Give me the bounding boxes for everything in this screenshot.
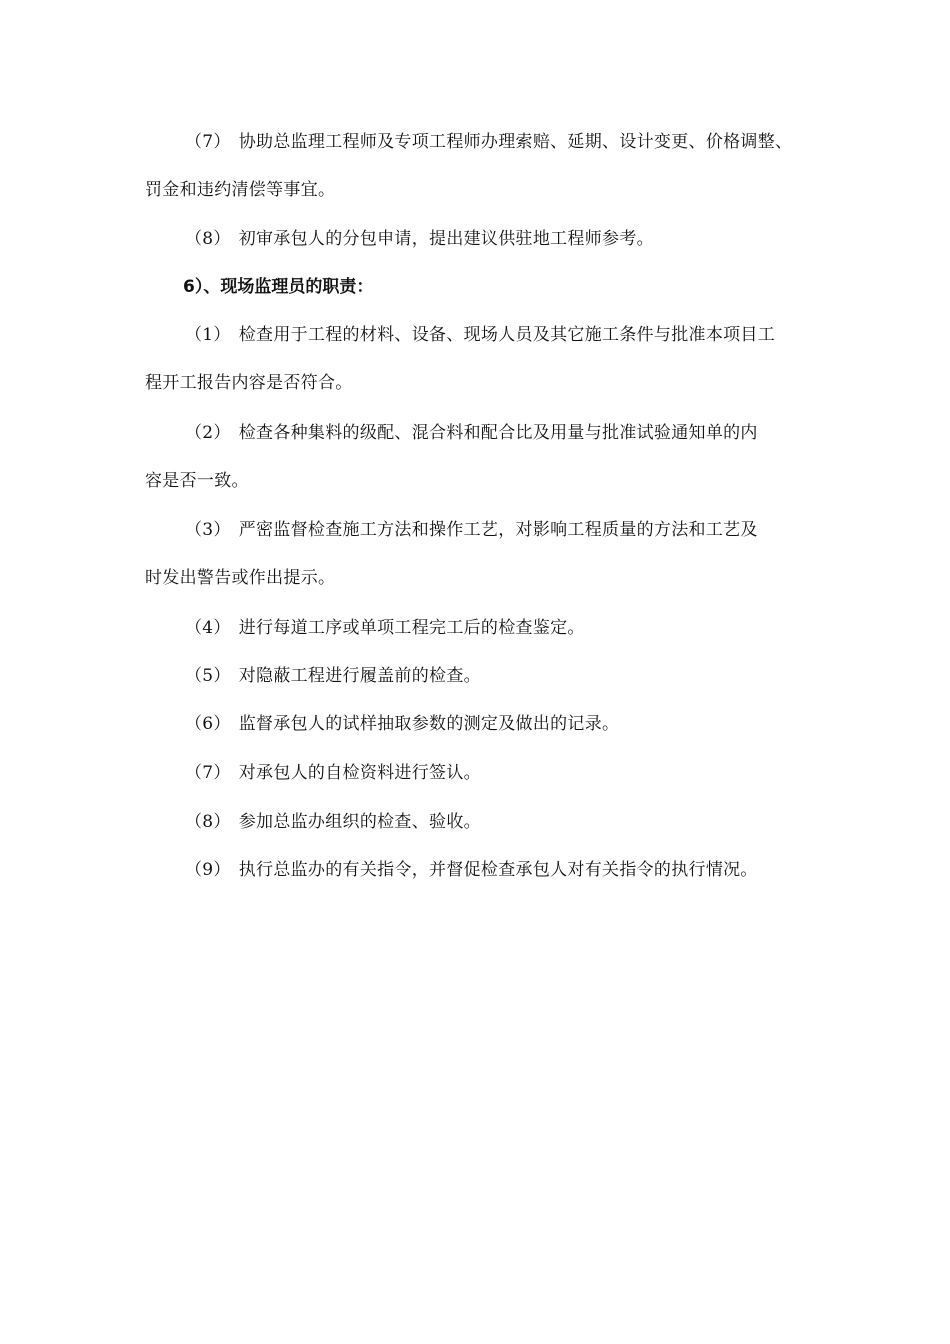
item-text: 检查用于工程的材料、设备、现场人员及其它施工条件与批准本项目工 bbox=[238, 325, 776, 345]
item-number: （7） bbox=[185, 763, 231, 783]
item-number: （9） bbox=[185, 860, 231, 880]
paragraph-line bbox=[145, 506, 813, 554]
paragraph-line bbox=[145, 118, 813, 166]
item-number: （2） bbox=[185, 423, 231, 443]
paragraph-item-7 bbox=[145, 118, 813, 214]
duty-item-2 bbox=[145, 409, 813, 505]
item-text: 参加总监办组织的检查、验收。 bbox=[238, 812, 481, 832]
section-heading: 6）、现场监理员的职责： bbox=[183, 277, 374, 297]
duty-item-3 bbox=[145, 506, 813, 602]
paragraph-line: 程开工报告内容是否符合。 bbox=[145, 373, 353, 393]
item-text: 监督承包人的试样抽取参数的测定及做出的记录。 bbox=[238, 714, 620, 734]
duty-item-6 bbox=[185, 700, 619, 748]
paragraph-line: 容是否一致。 bbox=[145, 471, 249, 491]
item-text: 对隐蔽工程进行履盖前的检查。 bbox=[238, 666, 481, 686]
duty-item-7 bbox=[185, 749, 481, 797]
paragraph-line: 时发出警告或作出提示。 bbox=[145, 568, 336, 588]
item-number: （4） bbox=[185, 618, 231, 638]
item-number: （1） bbox=[185, 325, 231, 345]
item-number: （6） bbox=[185, 714, 231, 734]
item-number: （8） bbox=[185, 229, 231, 249]
item-text: 初审承包人的分包申请，提出建议供驻地工程师参考。 bbox=[238, 229, 654, 249]
duty-item-4 bbox=[185, 604, 585, 652]
item-number: （7） bbox=[185, 132, 231, 152]
duty-item-1 bbox=[145, 311, 813, 407]
paragraph-item-8 bbox=[185, 215, 654, 263]
duty-item-8 bbox=[185, 798, 481, 846]
item-number: （5） bbox=[185, 666, 231, 686]
item-text: 严密监督检查施工方法和操作工艺，对影响工程质量的方法和工艺及 bbox=[238, 520, 758, 540]
duty-item-9 bbox=[185, 846, 758, 894]
paragraph-line bbox=[145, 409, 813, 457]
item-text: 检查各种集料的级配、混合料和配合比及用量与批准试验通知单的内 bbox=[238, 423, 758, 443]
paragraph-line bbox=[145, 311, 813, 359]
item-text: 对承包人的自检资料进行签认。 bbox=[238, 763, 481, 783]
item-number: （8） bbox=[185, 812, 231, 832]
paragraph-line: 罚金和违约清偿等事宜。 bbox=[145, 180, 336, 200]
item-number: （3） bbox=[185, 520, 231, 540]
item-text: 进行每道工序或单项工程完工后的检查鉴定。 bbox=[238, 618, 585, 638]
item-text: 执行总监办的有关指令，并督促检查承包人对有关指令的执行情况。 bbox=[238, 860, 758, 880]
duty-item-5 bbox=[185, 652, 481, 700]
item-text: 协助总监理工程师及专项工程师办理索赔、延期、设计变更、价格调整、 bbox=[238, 132, 793, 152]
